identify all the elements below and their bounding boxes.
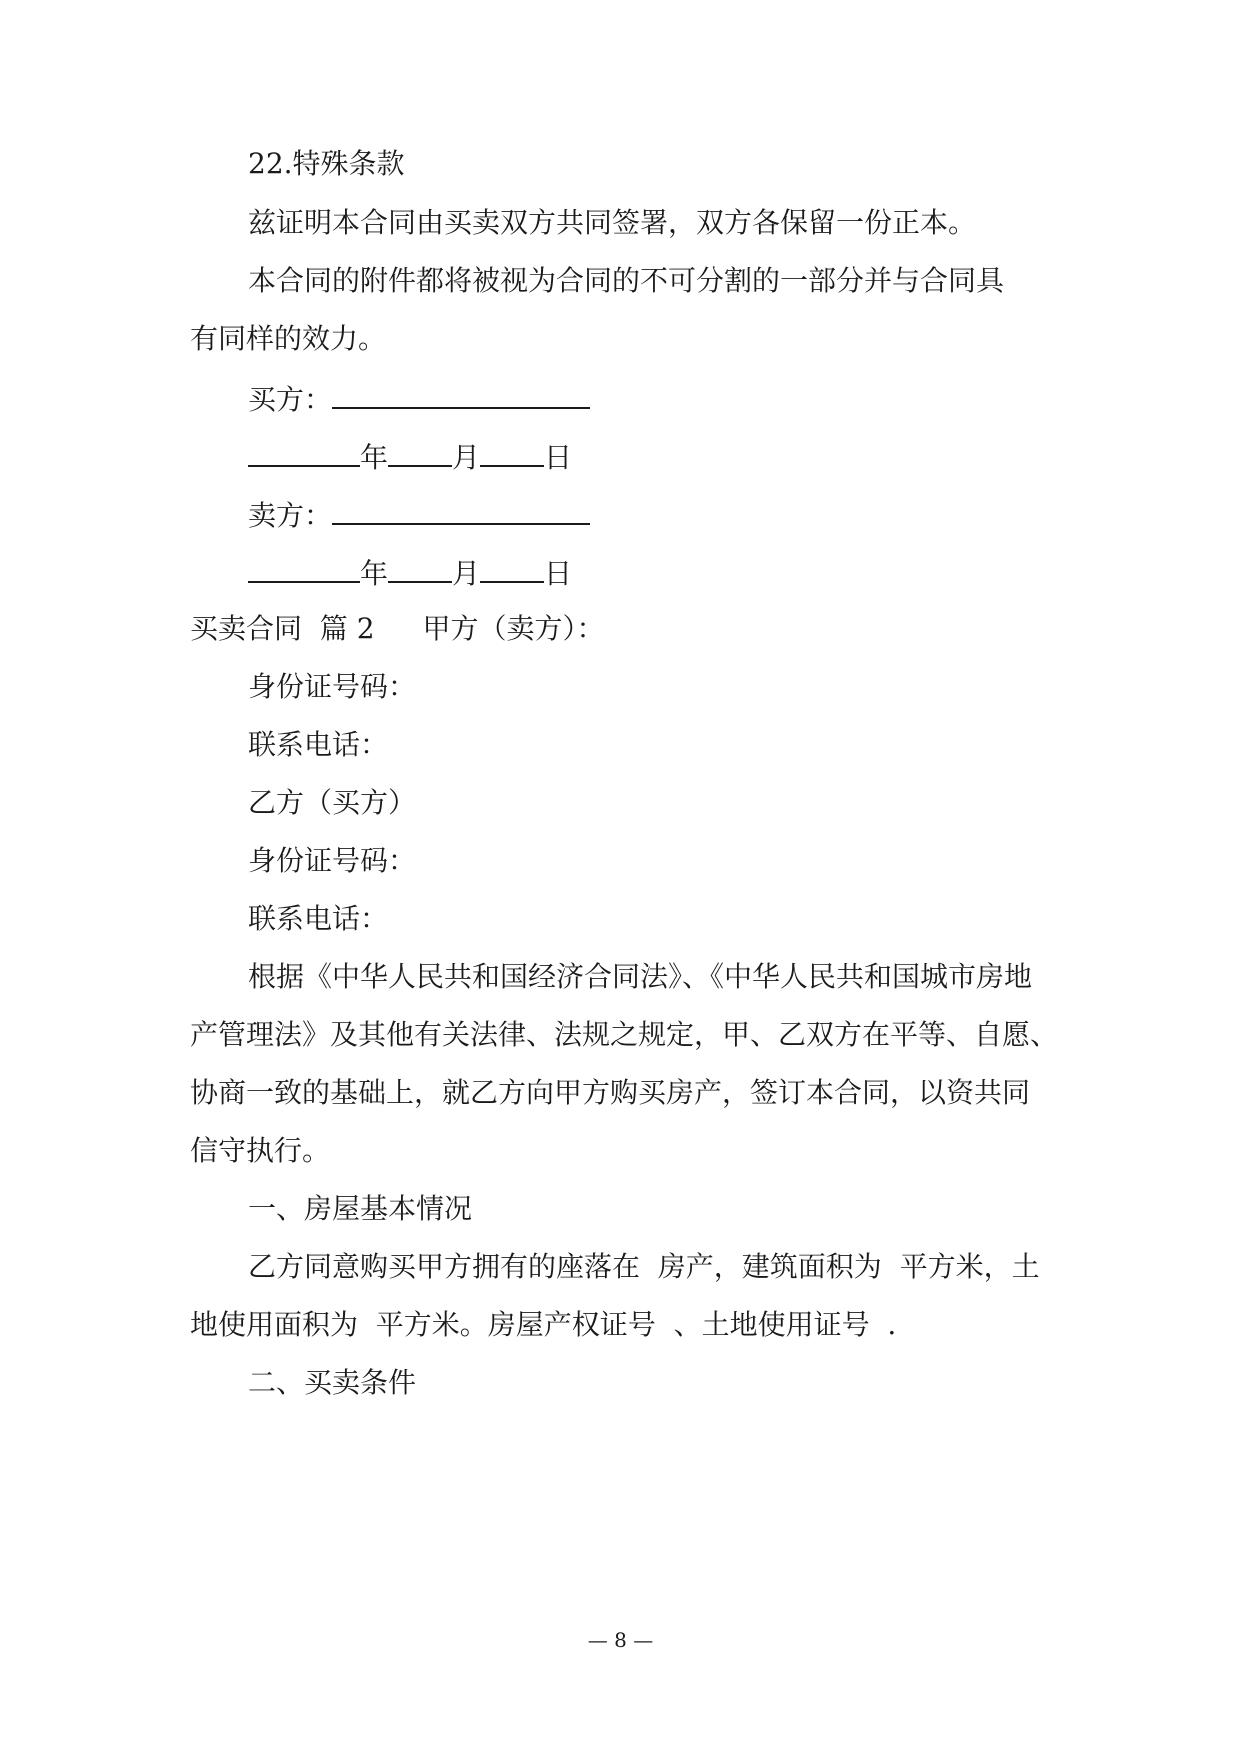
article-1-title: 一、房屋基本情况 bbox=[248, 1192, 473, 1225]
party-b-id-label: 身份证号码： bbox=[248, 844, 417, 877]
seller-signature-line bbox=[248, 493, 590, 536]
basis-paragraph-line-3: 协商一致的基础上，就乙方向甲方购买房产，签订本合同，以资共同 bbox=[190, 1076, 1031, 1109]
buyer-label: 买方： bbox=[248, 383, 333, 416]
party-a-id-label: 身份证号码： bbox=[248, 670, 417, 703]
buyer-year-blank[interactable] bbox=[248, 435, 360, 467]
party-b-title: 乙方（买方） bbox=[248, 786, 417, 819]
month-label: 月 bbox=[452, 441, 481, 474]
seller-date-line bbox=[248, 551, 572, 594]
seller-year-blank[interactable] bbox=[248, 551, 360, 583]
page-number: — 8 — bbox=[587, 1628, 654, 1652]
article-1-line-2: 地使用面积为 平方米。房屋产权证号 、土地使用证号 . bbox=[190, 1308, 897, 1341]
seller-day-blank[interactable] bbox=[480, 551, 544, 583]
clause-number: 22. bbox=[248, 147, 293, 180]
party-a-title: 甲方（卖方）： bbox=[422, 612, 605, 645]
clause-title: 特殊条款 bbox=[292, 147, 405, 180]
month-label: 月 bbox=[452, 557, 481, 590]
seller-month-blank[interactable] bbox=[388, 551, 452, 583]
basis-paragraph-line-2: 产管理法》及其他有关法律、法规之规定，甲、乙双方在平等、自愿、 bbox=[190, 1018, 1059, 1051]
section-2-title: 买卖合同 篇 2 bbox=[190, 612, 375, 645]
basis-paragraph-line-1: 根据《中华人民共和国经济合同法》、《中华人民共和国城市房地 bbox=[248, 960, 1033, 993]
buyer-signature-blank[interactable] bbox=[332, 377, 590, 409]
clause-22-heading bbox=[248, 144, 405, 184]
basis-paragraph-line-4: 信守执行。 bbox=[190, 1134, 331, 1167]
section-2-header bbox=[190, 609, 605, 649]
party-a-phone-label: 联系电话： bbox=[248, 728, 389, 761]
seller-label: 卖方： bbox=[248, 499, 333, 532]
day-label: 日 bbox=[544, 441, 573, 474]
year-label: 年 bbox=[360, 557, 389, 590]
buyer-signature-line bbox=[248, 377, 590, 420]
annex-paragraph-line-2: 有同样的效力。 bbox=[190, 322, 387, 355]
buyer-month-blank[interactable] bbox=[388, 435, 452, 467]
day-label: 日 bbox=[544, 557, 573, 590]
annex-paragraph-line-1: 本合同的附件都将被视为合同的不可分割的一部分并与合同具 bbox=[248, 264, 1005, 297]
party-b-phone-label: 联系电话： bbox=[248, 902, 389, 935]
seller-signature-blank[interactable] bbox=[332, 493, 590, 525]
year-label: 年 bbox=[360, 441, 389, 474]
sign-note-paragraph: 兹证明本合同由买卖双方共同签署，双方各保留一份正本。 bbox=[248, 206, 977, 239]
buyer-date-line bbox=[248, 435, 572, 478]
article-2-title: 二、买卖条件 bbox=[248, 1366, 417, 1399]
buyer-day-blank[interactable] bbox=[480, 435, 544, 467]
article-1-line-1: 乙方同意购买甲方拥有的座落在 房产，建筑面积为 平方米，土 bbox=[248, 1250, 1040, 1283]
